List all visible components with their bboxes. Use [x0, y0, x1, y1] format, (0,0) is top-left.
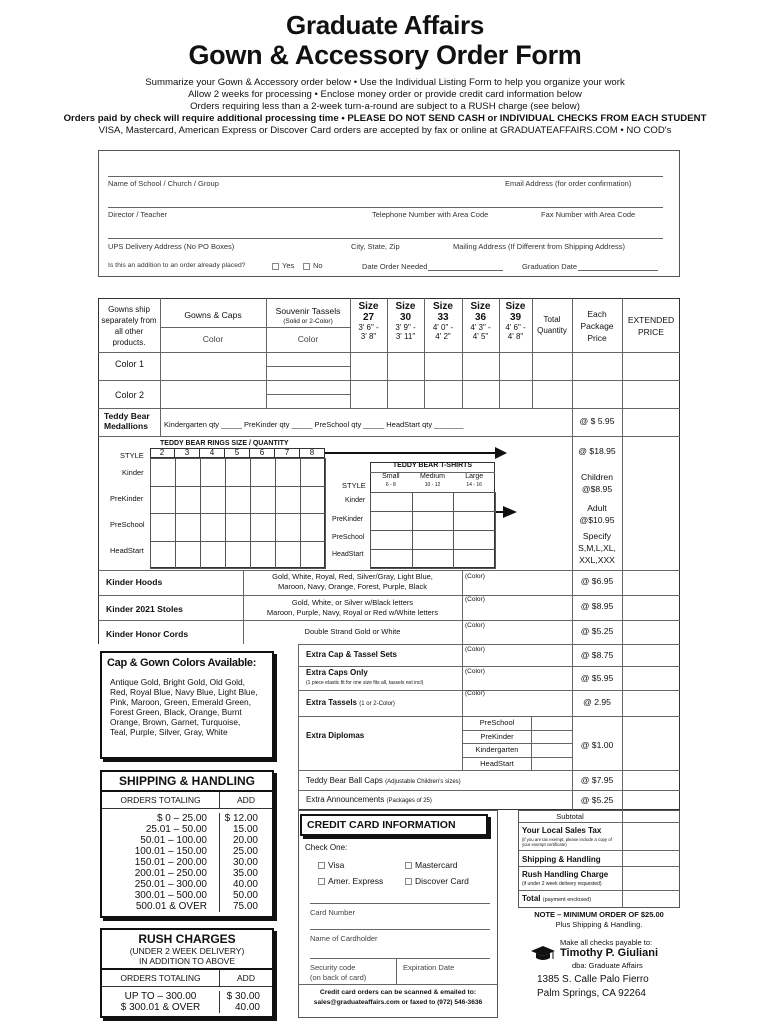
shipping-range: 25.01 – 50.00 — [145, 824, 207, 835]
medallions-label: Teddy Bear Medallions — [104, 411, 150, 431]
city-field[interactable]: City, State, Zip — [351, 242, 400, 251]
cords-label: Kinder Honor Cords — [106, 629, 189, 639]
extra-caps-note: (1 piece elastic fit for one size fits all, tassels not incl) — [306, 680, 424, 686]
shirt-qty-cell[interactable] — [370, 492, 413, 512]
size-30-header: Size 30 3' 9" - 3' 11" — [395, 301, 416, 341]
price-children: Children @$8.95 — [580, 472, 613, 494]
ring-qty-cell[interactable] — [275, 541, 301, 570]
ring-row-label: PreKinder — [110, 494, 144, 503]
payee-address: 1385 S. Calle Palo Fierro — [537, 974, 649, 985]
size-33-header: Size 33 4' 0" - 4' 2" — [432, 301, 454, 341]
ring-qty-cell[interactable] — [175, 486, 201, 515]
total-quantity-header: Total Quantity — [537, 315, 567, 335]
date-needed-field[interactable]: Date Order Needed — [362, 262, 428, 271]
shipping-add: 25.00 — [232, 846, 258, 857]
fax-field[interactable]: Fax Number with Area Code — [541, 210, 636, 219]
credit-title: CREDIT CARD INFORMATION — [300, 814, 488, 836]
shirt-qty-cell[interactable] — [453, 549, 496, 569]
graduation-date-field[interactable]: Graduation Date — [522, 262, 578, 271]
ring-qty-cell[interactable] — [175, 458, 201, 487]
diploma-level: PreSchool — [479, 718, 515, 727]
rush-add: 40.00 — [234, 1002, 260, 1013]
shirt-qty-cell[interactable] — [370, 549, 413, 569]
ring-qty-cell[interactable] — [250, 486, 276, 515]
ring-size-header: 6 — [250, 448, 275, 458]
color-tag[interactable]: (Color) — [465, 668, 485, 675]
page-title: Graduate Affairs — [286, 10, 484, 40]
size-27-header: Size 27 3' 6" - 3' 8" — [358, 301, 379, 341]
intro-line: Orders requiring less than a 2-week turn-a-round are subject to a RUSH charge (see below) — [190, 101, 580, 112]
shipping-add: 20.00 — [232, 835, 258, 846]
page-subtitle: Gown & Accessory Order Form — [188, 40, 582, 70]
ring-qty-cell[interactable] — [175, 541, 201, 570]
shipping-title: SHIPPING & HANDLING — [102, 772, 272, 792]
extra-cap-tassel-label: Extra Cap & Tassel Sets — [306, 650, 398, 659]
ring-qty-cell[interactable] — [175, 513, 201, 542]
security-code-field[interactable]: Security code (on back of card) — [310, 963, 367, 982]
amex-option[interactable]: Amer. Express — [318, 876, 383, 886]
ring-qty-cell[interactable] — [275, 486, 301, 515]
ring-qty-cell[interactable] — [225, 541, 251, 570]
payee-name: Timothy P. Giuliani — [560, 947, 659, 959]
tassels-sub: (Solid or 2-Color) — [283, 318, 333, 325]
sales-tax-note: (if you are tax exempt, please include a copy of your exempt certificate) — [522, 837, 612, 847]
ring-size-header: 7 — [275, 448, 300, 458]
ring-qty-cell[interactable] — [300, 486, 326, 515]
subtotal-label: Subtotal — [556, 812, 584, 821]
shirt-qty-cell[interactable] — [412, 492, 455, 512]
card-number-field[interactable]: Card Number — [310, 908, 356, 917]
ring-qty-cell[interactable] — [250, 541, 276, 570]
shirts-title: TEDDY BEAR T-SHIRTS — [392, 462, 473, 469]
rush-range: $ 300.01 & OVER — [120, 1002, 201, 1013]
ring-qty-cell[interactable] — [200, 486, 226, 515]
ring-qty-cell[interactable] — [275, 458, 301, 487]
price-cap-tassel: @ $8.75 — [580, 650, 614, 660]
no-checkbox[interactable]: No — [303, 261, 323, 270]
email-field[interactable]: Email Address (for order confirmation) — [505, 179, 632, 188]
phone-field[interactable]: Telephone Number with Area Code — [372, 210, 489, 219]
medallion-qty-line[interactable]: Kindergarten qty _____ PreKinder qty _____ PreSchool qty _____ HeadStart qty _______ — [164, 420, 464, 429]
rush-col2: ADD — [237, 973, 255, 983]
shipping-add: 40.00 — [232, 879, 258, 890]
color-tag[interactable]: (Color) — [465, 622, 485, 629]
intro-line: Summarize your Gown & Accessory order below • Use the Individual Listing Form to help you organize your work — [145, 77, 625, 88]
shipping-add: $ 12.00 — [224, 813, 258, 824]
check-one: Check One: — [305, 843, 348, 852]
style-label: STYLE — [120, 451, 144, 460]
ring-qty-cell[interactable] — [225, 513, 251, 542]
shipping-range: 100.01 – 150.00 — [134, 846, 207, 857]
price-cords: @ $5.25 — [580, 626, 614, 636]
ring-size-header: 8 — [300, 448, 325, 458]
payable-line: Make all checks payable to: — [560, 938, 653, 947]
intro-line: VISA, Mastercard, American Express or Discover Card orders are accepted by fax or online at GRADUATEAFFAIRS.COM • NO COD's — [98, 125, 672, 136]
shipping-add: 50.00 — [232, 890, 258, 901]
ring-row-label: HeadStart — [110, 546, 144, 555]
extra-diplomas-label: Extra Diplomas — [306, 731, 365, 740]
rings-title: TEDDY BEAR RINGS SIZE / QUANTITY — [160, 440, 289, 447]
ring-qty-cell[interactable] — [200, 513, 226, 542]
tassels-header: Souvenir Tassels — [275, 306, 341, 316]
color-tag[interactable]: (Color) — [465, 646, 485, 653]
shipping-range: 500.01 & OVER — [135, 901, 207, 912]
ring-row-label: Kinder — [122, 468, 144, 477]
rush-title: RUSH CHARGES — [138, 932, 236, 946]
shirt-qty-cell[interactable] — [370, 530, 413, 550]
gowns-ship-note: Gowns ship separately from all other products. — [101, 305, 157, 347]
color-tag[interactable]: (Color) — [465, 690, 485, 697]
extended-price-header: EXTENDED PRICE — [627, 315, 675, 337]
shipping-add: 75.00 — [232, 901, 258, 912]
color1-label: Color 1 — [115, 359, 145, 369]
colors-box — [100, 651, 274, 759]
yes-checkbox[interactable]: Yes — [272, 261, 294, 270]
grand-total-label: Total (payment enclosed) — [522, 894, 592, 903]
payee-dba: dba: Graduate Affairs — [572, 961, 643, 970]
shirt-qty-cell[interactable] — [453, 530, 496, 550]
each-price-header: Each Package Price — [580, 309, 614, 343]
mastercard-option[interactable]: Mastercard — [405, 860, 458, 870]
shirt-qty-cell[interactable] — [370, 511, 413, 531]
announcements-label: Extra Announcements (Packages of 25) — [306, 795, 432, 804]
color2-label: Color 2 — [115, 390, 145, 400]
price-medallions: @ $ 5.95 — [579, 416, 615, 426]
ring-size-header: 4 — [200, 448, 225, 458]
ring-qty-cell[interactable] — [150, 458, 176, 487]
color-tag[interactable]: (Color) — [465, 573, 485, 580]
shipping-range: 250.01 – 300.00 — [134, 879, 207, 890]
school-field[interactable]: Name of School / Church / Group — [108, 179, 219, 188]
ring-qty-cell[interactable] — [275, 513, 301, 542]
stoles-colors: Gold, White, or Silver w/Black letters Maroon, Purple, Navy, Royal or Red w/White letters — [266, 598, 439, 617]
cardholder-field[interactable]: Name of Cardholder — [310, 934, 378, 943]
mailing-address-field[interactable]: Mailing Address (If Different from Shipping Address) — [453, 242, 626, 251]
price-diplomas: @ $1.00 — [580, 740, 614, 750]
shipping-range: $ 0 – 25.00 — [156, 813, 207, 824]
minimum-order: NOTE – MINIMUM ORDER OF $25.00 — [534, 910, 664, 919]
colors-list: Antique Gold, Bright Gold, Old Gold, Red, Royal Blue, Navy Blue, Light Blue, Pink, Maroon, Green, Emerald Green, Forest Green, Black, Orange, Burnt Orange, Brown, Garnet, Turquoise, Teal, Purple, Silver, Gray, White — [110, 677, 258, 737]
intro-line: Allow 2 weeks for processing • Enclose money order or provide credit card information below — [188, 89, 582, 100]
rush-note: (if under 2 week delivery requested) — [522, 881, 602, 887]
shirt-row-label: PreSchool — [332, 534, 365, 541]
ball-caps-label: Teddy Bear Ball Caps (Adjustable Children's sizes) — [306, 776, 461, 785]
stoles-label: Kinder 2021 Stoles — [106, 604, 183, 614]
shirt-size-header: Small 6 - 8 — [382, 473, 400, 488]
graduation-cap-icon — [530, 944, 556, 964]
ring-row-label: PreSchool — [110, 520, 145, 529]
colors-title: Cap & Gown Colors Available: — [107, 657, 257, 669]
ring-qty-cell[interactable] — [225, 458, 251, 487]
price-caps: @ $5.95 — [580, 673, 614, 683]
ring-qty-cell[interactable] — [300, 541, 326, 570]
ring-qty-cell[interactable] — [150, 486, 176, 515]
ring-qty-cell[interactable] — [200, 541, 226, 570]
shipping-add: 30.00 — [232, 857, 258, 868]
credit-footer-email: sales@graduateaffairs.com or faxed to (972) 546-3636 — [313, 999, 483, 1006]
gowns-caps-header: Gowns & Caps — [184, 310, 242, 320]
diploma-level: Kindergarten — [475, 745, 519, 754]
minimum-order-2: Plus Shipping & Handling. — [555, 920, 643, 929]
price-adult: Adult @$10.95 — [579, 503, 615, 525]
color-tag[interactable]: (Color) — [465, 596, 485, 603]
ring-qty-cell[interactable] — [250, 458, 276, 487]
shipping-col2: ADD — [237, 795, 255, 805]
expiration-field[interactable]: Expiration Date — [403, 963, 455, 972]
shirt-qty-cell[interactable] — [453, 492, 496, 512]
payee-city: Palm Springs, CA 92264 — [537, 988, 646, 999]
ring-qty-cell[interactable] — [150, 541, 176, 570]
price-tassels: @ 2.95 — [583, 697, 611, 707]
ring-qty-cell[interactable] — [250, 513, 276, 542]
rush-add: $ 30.00 — [226, 991, 260, 1002]
shirt-row-label: PreKinder — [332, 516, 364, 523]
size-39-header: Size 39 4' 6" - 4' 8" — [505, 301, 526, 341]
ups-address-field[interactable]: UPS Delivery Address (No PO Boxes) — [108, 242, 235, 251]
extra-caps-label: Extra Caps Only — [306, 668, 368, 677]
diploma-level: HeadStart — [480, 759, 514, 768]
shirt-size-header: Large 14 - 16 — [465, 473, 484, 488]
rush-range: UP TO – 300.00 — [124, 991, 197, 1002]
price-rings: @ $18.95 — [578, 446, 616, 456]
color-header: Color — [297, 334, 319, 344]
ring-size-header: 2 — [150, 448, 175, 458]
ring-qty-cell[interactable] — [300, 513, 326, 542]
price-ball-caps: @ $7.95 — [580, 775, 614, 785]
diploma-level: PreKinder — [480, 732, 514, 741]
ring-qty-cell[interactable] — [150, 513, 176, 542]
rush-table — [100, 928, 274, 1018]
extra-tassels-label: Extra Tassels (1 or 2-Color) — [306, 698, 395, 707]
shirt-row-label: Kinder — [345, 497, 366, 504]
shipping-add: 15.00 — [232, 824, 258, 835]
rush-sub2: IN ADDITION TO ABOVE — [102, 956, 272, 970]
shirt-qty-cell[interactable] — [412, 549, 455, 569]
director-field[interactable]: Director / Teacher — [108, 210, 168, 219]
addition-question: Is this an addition to an order already placed? — [108, 262, 246, 269]
price-announcements: @ $5.25 — [580, 795, 614, 805]
ring-size-header: 3 — [175, 448, 200, 458]
size-36-header: Size 36 4' 3" - 4' 5" — [470, 301, 491, 341]
shipping-range: 200.01 – 250.00 — [134, 868, 207, 879]
kinder-hoods-label: Kinder Hoods — [106, 577, 163, 587]
shipping-total-label: Shipping & Handling — [522, 855, 601, 864]
intro-line: Orders paid by check will require additional processing time • PLEASE DO NOT SEND CASH or INDIVIDUAL CHECKS FROM EACH STUDENT — [63, 113, 707, 124]
shipping-range: 50.01 – 100.00 — [140, 835, 207, 846]
shirt-qty-cell[interactable] — [412, 530, 455, 550]
shipping-range: 300.01 – 500.00 — [134, 890, 207, 901]
ring-qty-cell[interactable] — [300, 458, 326, 487]
ring-qty-cell[interactable] — [225, 486, 251, 515]
ring-qty-cell[interactable] — [200, 458, 226, 487]
style-label: STYLE — [342, 481, 366, 490]
rush-col1: ORDERS TOTALING — [102, 970, 220, 986]
shipping-table — [100, 770, 274, 918]
shirt-row-label: HeadStart — [332, 551, 364, 558]
cords-desc: Double Strand Gold or White — [304, 627, 401, 636]
shirt-qty-cell[interactable] — [453, 511, 496, 531]
rush-total-label: Rush Handling Charge — [522, 870, 609, 879]
shirt-qty-cell[interactable] — [412, 511, 455, 531]
shirt-size-header: Medium 10 - 12 — [420, 473, 445, 488]
visa-option[interactable]: Visa — [318, 860, 344, 870]
price-hoods: @ $6.95 — [580, 576, 614, 586]
color-header: Color — [202, 334, 224, 344]
shipping-col1: ORDERS TOTALING — [102, 792, 220, 808]
ring-size-header: 5 — [225, 448, 250, 458]
sales-tax-label: Your Local Sales Tax — [522, 826, 602, 835]
discover-option[interactable]: Discover Card — [405, 876, 469, 886]
shipping-range: 150.01 – 200.00 — [134, 857, 207, 868]
price-stoles: @ $8.95 — [580, 601, 614, 611]
specify-sizes: Specify S,M,L,XL, XXL,XXX — [578, 531, 616, 565]
hoods-colors: Gold, White, Royal, Red, Silver/Gray, Light Blue, Maroon, Navy, Orange, Forest, Purple, Black — [272, 572, 433, 591]
rush-sub: (UNDER 2 WEEK DELIVERY) — [129, 946, 245, 956]
credit-footer: Credit card orders can be scanned & emailed to: — [319, 989, 477, 996]
shipping-add: 35.00 — [232, 868, 258, 879]
